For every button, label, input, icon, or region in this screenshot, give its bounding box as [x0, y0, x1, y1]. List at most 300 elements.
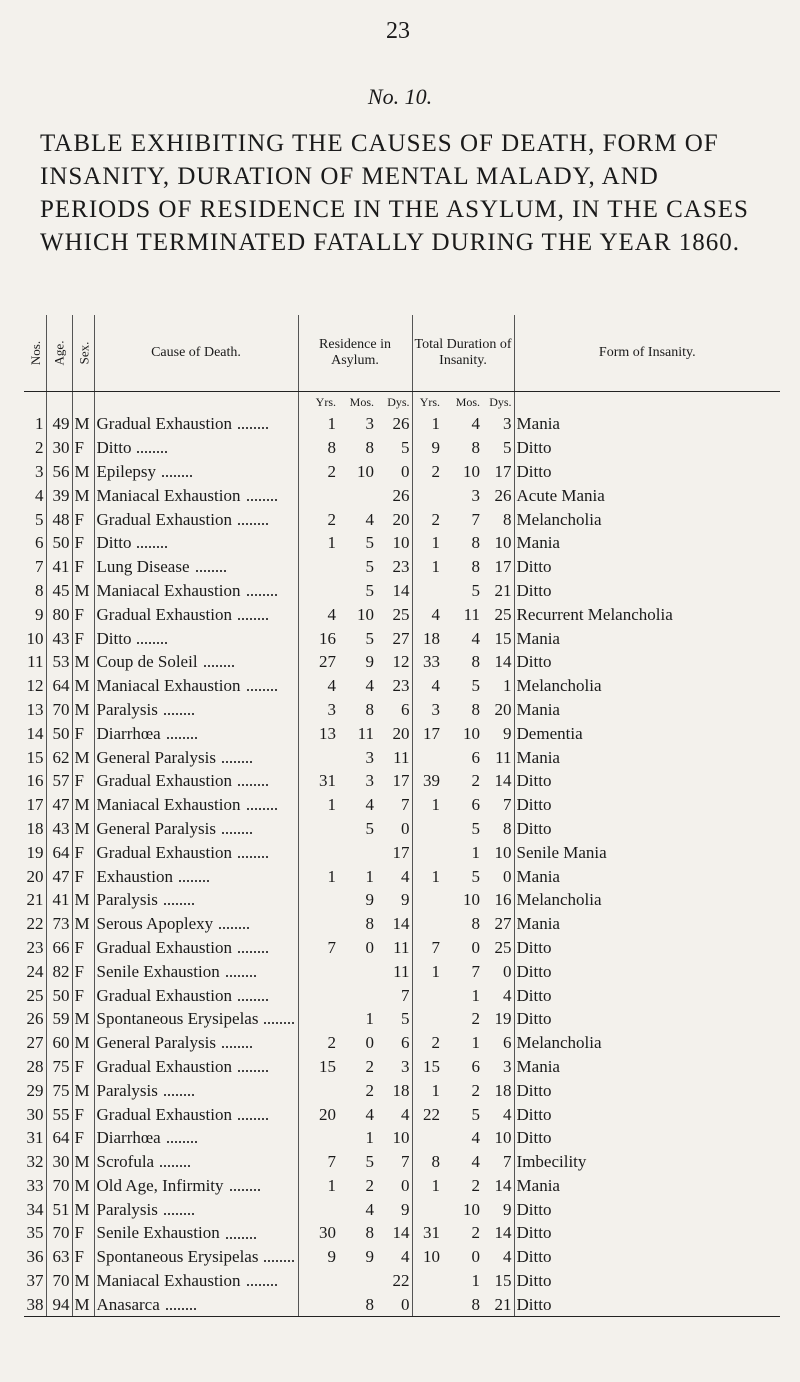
leader-dots: [204, 659, 234, 667]
duration-days-cell: 4: [482, 1102, 514, 1126]
age-cell: 41: [46, 555, 72, 579]
leader-dots: [164, 1207, 194, 1215]
cause-text: Gradual Exhaustion: [96, 414, 232, 434]
residence-months-cell: 3: [365, 747, 374, 767]
residence-years-cell: 30: [319, 1223, 336, 1243]
cause-cell: [94, 1102, 298, 1126]
duration-years-cell: 15: [423, 1056, 441, 1076]
leader-dots: [238, 945, 268, 953]
age-cell: 47: [46, 793, 72, 817]
row-number: 16: [24, 769, 46, 793]
sex-cell: F: [72, 1102, 94, 1126]
cause-cell: [94, 817, 298, 841]
cause-text: Diarrhœa: [96, 1128, 161, 1148]
row-number: 36: [24, 1245, 46, 1269]
duration-years-cell: 1: [431, 1175, 441, 1195]
table-row: [24, 745, 780, 769]
sex-cell: M: [72, 888, 94, 912]
duration-years-cell: 22: [423, 1104, 441, 1124]
table-row: [24, 626, 780, 650]
residence-months-cell: 5: [365, 580, 374, 600]
residence-days-cell: 4: [376, 1102, 412, 1126]
duration-days-cell: 14: [482, 769, 514, 793]
form-cell: Mania: [516, 747, 560, 767]
duration-years-cell: [412, 840, 442, 864]
leader-dots: [247, 683, 277, 691]
duration-months-cell: 5: [471, 866, 481, 886]
table-row: [24, 1221, 780, 1245]
row-number: 37: [24, 1269, 46, 1293]
leader-dots: [137, 636, 167, 644]
residence-years-cell: [298, 483, 338, 507]
cause-cell: [94, 483, 298, 507]
sex-cell: F: [72, 555, 94, 579]
table-row: [24, 1102, 780, 1126]
age-cell: 50: [46, 721, 72, 745]
unit-dur-yrs: Yrs.: [419, 395, 441, 409]
unit-dur-mos: Mos.: [455, 395, 481, 409]
leader-dots: [264, 1016, 294, 1024]
age-cell: 66: [46, 936, 72, 960]
residence-days-cell: 18: [376, 1078, 412, 1102]
residence-months-cell: 5: [365, 628, 374, 648]
residence-months-cell: 8: [365, 1223, 374, 1243]
residence-days-cell: 0: [376, 817, 412, 841]
row-number: 1: [24, 412, 46, 436]
residence-years-cell: 31: [319, 771, 336, 791]
residence-days-cell: 9: [376, 1197, 412, 1221]
table-row: [24, 698, 780, 722]
age-cell: 60: [46, 1031, 72, 1055]
cause-text: Gradual Exhaustion: [96, 842, 232, 862]
duration-days-cell: 8: [482, 817, 514, 841]
form-cell: Melancholia: [516, 676, 602, 696]
residence-months-cell: [338, 983, 376, 1007]
age-cell: 64: [46, 840, 72, 864]
form-cell: Ditto: [516, 1009, 552, 1029]
leader-dots: [167, 731, 197, 739]
residence-months-cell: 10: [357, 461, 374, 481]
residence-months-cell: 8: [365, 914, 374, 934]
cause-text: Maniacal Exhaustion: [96, 676, 241, 696]
sex-cell: F: [72, 1055, 94, 1079]
leader-dots: [238, 612, 268, 620]
duration-days-cell: 10: [482, 1126, 514, 1150]
table-row: [24, 1292, 780, 1316]
duration-months-cell: 6: [471, 795, 481, 815]
duration-days-cell: 14: [482, 650, 514, 674]
leader-dots: [238, 1112, 268, 1120]
row-number: 25: [24, 983, 46, 1007]
residence-years-cell: 4: [327, 676, 336, 696]
cause-text: Lung Disease: [96, 557, 190, 577]
residence-months-cell: 1: [365, 1009, 374, 1029]
leader-dots: [238, 778, 268, 786]
form-cell: Ditto: [516, 1247, 552, 1267]
age-cell: 30: [46, 1150, 72, 1174]
residence-days-cell: 25: [376, 602, 412, 626]
residence-months-cell: 5: [365, 818, 374, 838]
sex-cell: M: [72, 674, 94, 698]
duration-months-cell: 2: [471, 1223, 481, 1243]
sex-cell: F: [72, 936, 94, 960]
table-title: TABLE EXHIBITING THE CAUSES OF DEATH, FORM OF INSANITY, DURATION OF MENTAL MALADY, AND PERIODS OF RESIDENCE IN THE ASYLUM, IN THE CASES WHICH TERMINATED FATALLY DURING THE YEAR 1860.: [40, 130, 749, 256]
form-cell: Ditto: [516, 1080, 552, 1100]
duration-years-cell: [412, 579, 442, 603]
duration-days-cell: 16: [482, 888, 514, 912]
duration-years-cell: 8: [431, 1152, 441, 1172]
form-cell: Ditto: [516, 580, 552, 600]
residence-days-cell: 12: [376, 650, 412, 674]
leader-dots: [166, 1302, 196, 1310]
residence-years-cell: [298, 983, 338, 1007]
duration-months-cell: 2: [471, 1009, 481, 1029]
sex-cell: F: [72, 840, 94, 864]
residence-years-cell: 20: [319, 1104, 336, 1124]
table-row: [24, 1007, 780, 1031]
cause-cell: [94, 1055, 298, 1079]
residence-days-cell: 7: [376, 983, 412, 1007]
table-row: [24, 555, 780, 579]
cause-text: General Paralysis: [96, 747, 216, 767]
row-number: 22: [24, 912, 46, 936]
leader-dots: [247, 493, 277, 501]
cause-text: Gradual Exhaustion: [96, 509, 232, 529]
header-sex: Sex.: [72, 315, 94, 392]
duration-years-cell: 17: [423, 723, 441, 743]
residence-years-cell: [298, 959, 338, 983]
residence-days-cell: 20: [376, 721, 412, 745]
duration-days-cell: 7: [482, 793, 514, 817]
residence-days-cell: 9: [376, 888, 412, 912]
table-row: [24, 793, 780, 817]
sex-cell: F: [72, 602, 94, 626]
sex-cell: M: [72, 1174, 94, 1198]
duration-years-cell: [412, 817, 442, 841]
residence-years-cell: 9: [327, 1247, 336, 1267]
sex-cell: M: [72, 745, 94, 769]
table-row: [24, 436, 780, 460]
residence-months-cell: 11: [357, 723, 374, 743]
form-cell: Acute Mania: [516, 485, 605, 505]
sex-cell: F: [72, 769, 94, 793]
table-row: [24, 602, 780, 626]
age-cell: 43: [46, 817, 72, 841]
sex-cell: F: [72, 436, 94, 460]
duration-years-cell: [412, 1007, 442, 1031]
cause-cell: [94, 793, 298, 817]
form-cell: Mania: [516, 628, 560, 648]
duration-months-cell: 4: [471, 628, 481, 648]
row-number: 19: [24, 840, 46, 864]
sex-cell: M: [72, 793, 94, 817]
duration-days-cell: 4: [482, 1245, 514, 1269]
residence-years-cell: 2: [327, 1033, 336, 1053]
cause-text: Paralysis: [96, 1199, 158, 1219]
residence-days-cell: 10: [376, 1126, 412, 1150]
unit-res-dys: Dys.: [376, 392, 412, 413]
sex-cell: M: [72, 1197, 94, 1221]
residence-years-cell: 1: [327, 1175, 336, 1195]
leader-dots: [164, 1088, 194, 1096]
cause-text: General Paralysis: [96, 1033, 216, 1053]
cause-text: Diarrhœa: [96, 723, 161, 743]
age-cell: 82: [46, 959, 72, 983]
residence-years-cell: [298, 1078, 338, 1102]
form-cell: Ditto: [516, 1128, 552, 1148]
sex-cell: M: [72, 1007, 94, 1031]
form-cell: Ditto: [516, 438, 552, 458]
residence-days-cell: 26: [376, 412, 412, 436]
duration-months-cell: 2: [471, 1175, 481, 1195]
row-number: 29: [24, 1078, 46, 1102]
row-number: 38: [24, 1292, 46, 1316]
row-number: 17: [24, 793, 46, 817]
duration-years-cell: 1: [431, 866, 441, 886]
table-row: [24, 840, 780, 864]
duration-months-cell: 0: [471, 937, 481, 957]
duration-years-cell: 33: [423, 652, 441, 672]
age-cell: 63: [46, 1245, 72, 1269]
leader-dots: [247, 588, 277, 596]
row-number: 9: [24, 602, 46, 626]
leader-dots: [238, 421, 268, 429]
residence-months-cell: 1: [365, 1128, 374, 1148]
sex-cell: M: [72, 817, 94, 841]
row-number: 15: [24, 745, 46, 769]
table-row: [24, 412, 780, 436]
residence-days-cell: 11: [376, 959, 412, 983]
form-cell: Imbecility: [516, 1152, 587, 1172]
sex-cell: M: [72, 650, 94, 674]
table-row: [24, 959, 780, 983]
cause-cell: [94, 1245, 298, 1269]
duration-years-cell: 10: [423, 1247, 441, 1267]
duration-years-cell: [412, 888, 442, 912]
form-cell: Ditto: [516, 818, 552, 838]
residence-years-cell: 27: [319, 652, 336, 672]
form-cell: Ditto: [516, 557, 552, 577]
residence-years-cell: 1: [327, 866, 336, 886]
duration-days-cell: 26: [482, 483, 514, 507]
residence-years-cell: [298, 817, 338, 841]
cause-text: Spontaneous Erysipelas: [96, 1247, 259, 1267]
cause-text: Gradual Exhaustion: [96, 1056, 232, 1076]
residence-months-cell: [338, 840, 376, 864]
residence-months-cell: 9: [365, 652, 374, 672]
residence-years-cell: 7: [327, 1152, 336, 1172]
duration-months-cell: 10: [463, 1199, 481, 1219]
age-cell: 39: [46, 483, 72, 507]
cause-cell: [94, 888, 298, 912]
leader-dots: [238, 993, 268, 1001]
row-number: 3: [24, 460, 46, 484]
form-cell: Melancholia: [516, 890, 602, 910]
cause-cell: [94, 936, 298, 960]
age-cell: 51: [46, 1197, 72, 1221]
duration-years-cell: [412, 483, 442, 507]
duration-months-cell: 5: [471, 676, 481, 696]
cause-cell: [94, 1007, 298, 1031]
cause-text: Scrofula: [96, 1152, 155, 1172]
duration-years-cell: [412, 1126, 442, 1150]
form-cell: Mania: [516, 414, 560, 434]
cause-text: Serous Apoplexy: [96, 914, 214, 934]
form-cell: Ditto: [516, 1223, 552, 1243]
form-cell: Melancholia: [516, 509, 602, 529]
row-number: 4: [24, 483, 46, 507]
residence-years-cell: [298, 1126, 338, 1150]
age-cell: 62: [46, 745, 72, 769]
cause-text: Anasarca: [96, 1294, 160, 1314]
table-row: [24, 674, 780, 698]
duration-months-cell: 6: [471, 747, 481, 767]
cause-cell: [94, 602, 298, 626]
duration-months-cell: 1: [471, 1033, 481, 1053]
cause-cell: [94, 531, 298, 555]
duration-months-cell: 10: [463, 890, 481, 910]
duration-days-cell: 15: [482, 626, 514, 650]
sex-cell: M: [72, 412, 94, 436]
duration-years-cell: [412, 745, 442, 769]
residence-years-cell: 8: [327, 438, 336, 458]
row-number: 32: [24, 1150, 46, 1174]
cause-cell: [94, 912, 298, 936]
duration-years-cell: 4: [431, 676, 441, 696]
sex-cell: M: [72, 460, 94, 484]
duration-years-cell: 3: [431, 699, 441, 719]
residence-years-cell: 15: [319, 1056, 336, 1076]
form-cell: Ditto: [516, 1271, 552, 1291]
cause-text: Paralysis: [96, 1080, 158, 1100]
residence-months-cell: 0: [365, 937, 374, 957]
age-cell: 70: [46, 698, 72, 722]
cause-text: Spontaneous Erysipelas: [96, 1009, 259, 1029]
duration-days-cell: 20: [482, 698, 514, 722]
duration-months-cell: 5: [471, 1104, 481, 1124]
cause-text: Paralysis: [96, 699, 158, 719]
duration-days-cell: 19: [482, 1007, 514, 1031]
age-cell: 55: [46, 1102, 72, 1126]
residence-days-cell: 5: [376, 436, 412, 460]
residence-days-cell: 0: [376, 460, 412, 484]
residence-months-cell: 0: [365, 1033, 374, 1053]
cause-text: Coup de Soleil: [96, 652, 198, 672]
cause-cell: [94, 1078, 298, 1102]
age-cell: 50: [46, 983, 72, 1007]
residence-years-cell: 2: [327, 509, 336, 529]
duration-months-cell: 5: [471, 580, 481, 600]
age-cell: 80: [46, 602, 72, 626]
sex-cell: M: [72, 579, 94, 603]
cause-text: Gradual Exhaustion: [96, 1104, 232, 1124]
age-cell: 75: [46, 1055, 72, 1079]
duration-years-cell: 1: [431, 961, 441, 981]
residence-days-cell: 0: [376, 1292, 412, 1316]
duration-years-cell: 2: [431, 509, 441, 529]
residence-months-cell: 2: [365, 1175, 374, 1195]
cause-text: Gradual Exhaustion: [96, 771, 232, 791]
row-number: 30: [24, 1102, 46, 1126]
cause-cell: [94, 1221, 298, 1245]
cause-cell: [94, 721, 298, 745]
age-cell: 70: [46, 1221, 72, 1245]
duration-months-cell: 0: [471, 1247, 481, 1267]
duration-days-cell: 15: [482, 1269, 514, 1293]
duration-years-cell: [412, 983, 442, 1007]
leader-dots: [226, 1231, 256, 1239]
residence-days-cell: 6: [376, 698, 412, 722]
duration-months-cell: 1: [471, 842, 481, 862]
duration-years-cell: 9: [431, 438, 441, 458]
row-number: 23: [24, 936, 46, 960]
duration-months-cell: 4: [471, 1128, 481, 1148]
age-cell: 47: [46, 864, 72, 888]
table-row: [24, 650, 780, 674]
age-cell: 45: [46, 579, 72, 603]
duration-months-cell: 10: [463, 723, 481, 743]
sex-cell: F: [72, 983, 94, 1007]
leader-dots: [226, 969, 256, 977]
sex-cell: F: [72, 507, 94, 531]
duration-years-cell: 39: [423, 771, 441, 791]
row-number: 5: [24, 507, 46, 531]
duration-months-cell: 1: [471, 1271, 481, 1291]
duration-years-cell: [412, 1197, 442, 1221]
age-cell: 64: [46, 1126, 72, 1150]
row-number: 12: [24, 674, 46, 698]
duration-months-cell: 8: [471, 533, 481, 553]
age-cell: 41: [46, 888, 72, 912]
cause-text: Old Age, Infirmity: [96, 1175, 224, 1195]
form-cell: Recurrent Melancholia: [516, 604, 673, 624]
leader-dots: [162, 469, 192, 477]
table-row: [24, 1031, 780, 1055]
residence-days-cell: 3: [376, 1055, 412, 1079]
residence-months-cell: 4: [365, 795, 374, 815]
leader-dots: [164, 707, 194, 715]
form-cell: Mania: [516, 699, 560, 719]
cause-cell: [94, 769, 298, 793]
duration-years-cell: 7: [431, 937, 441, 957]
duration-months-cell: 3: [471, 485, 481, 505]
residence-days-cell: 14: [376, 912, 412, 936]
form-cell: Melancholia: [516, 1033, 602, 1053]
unit-dur-dys: Dys.: [482, 392, 514, 413]
form-cell: Mania: [516, 533, 560, 553]
cause-cell: [94, 1031, 298, 1055]
duration-months-cell: 8: [471, 652, 481, 672]
residence-years-cell: 2: [327, 461, 336, 481]
duration-months-cell: 8: [471, 557, 481, 577]
residence-months-cell: 9: [365, 890, 374, 910]
residence-days-cell: 11: [376, 745, 412, 769]
residence-days-cell: 4: [376, 1245, 412, 1269]
duration-days-cell: 6: [482, 1031, 514, 1055]
duration-years-cell: 18: [423, 628, 441, 648]
sex-cell: F: [72, 1245, 94, 1269]
duration-years-cell: 1: [431, 1080, 441, 1100]
duration-years-cell: 2: [431, 1033, 441, 1053]
cause-cell: [94, 436, 298, 460]
cause-cell: [94, 840, 298, 864]
duration-months-cell: 1: [471, 985, 481, 1005]
sex-cell: M: [72, 483, 94, 507]
leader-dots: [137, 445, 167, 453]
duration-days-cell: 4: [482, 983, 514, 1007]
duration-days-cell: 8: [482, 507, 514, 531]
duration-months-cell: 5: [471, 818, 481, 838]
